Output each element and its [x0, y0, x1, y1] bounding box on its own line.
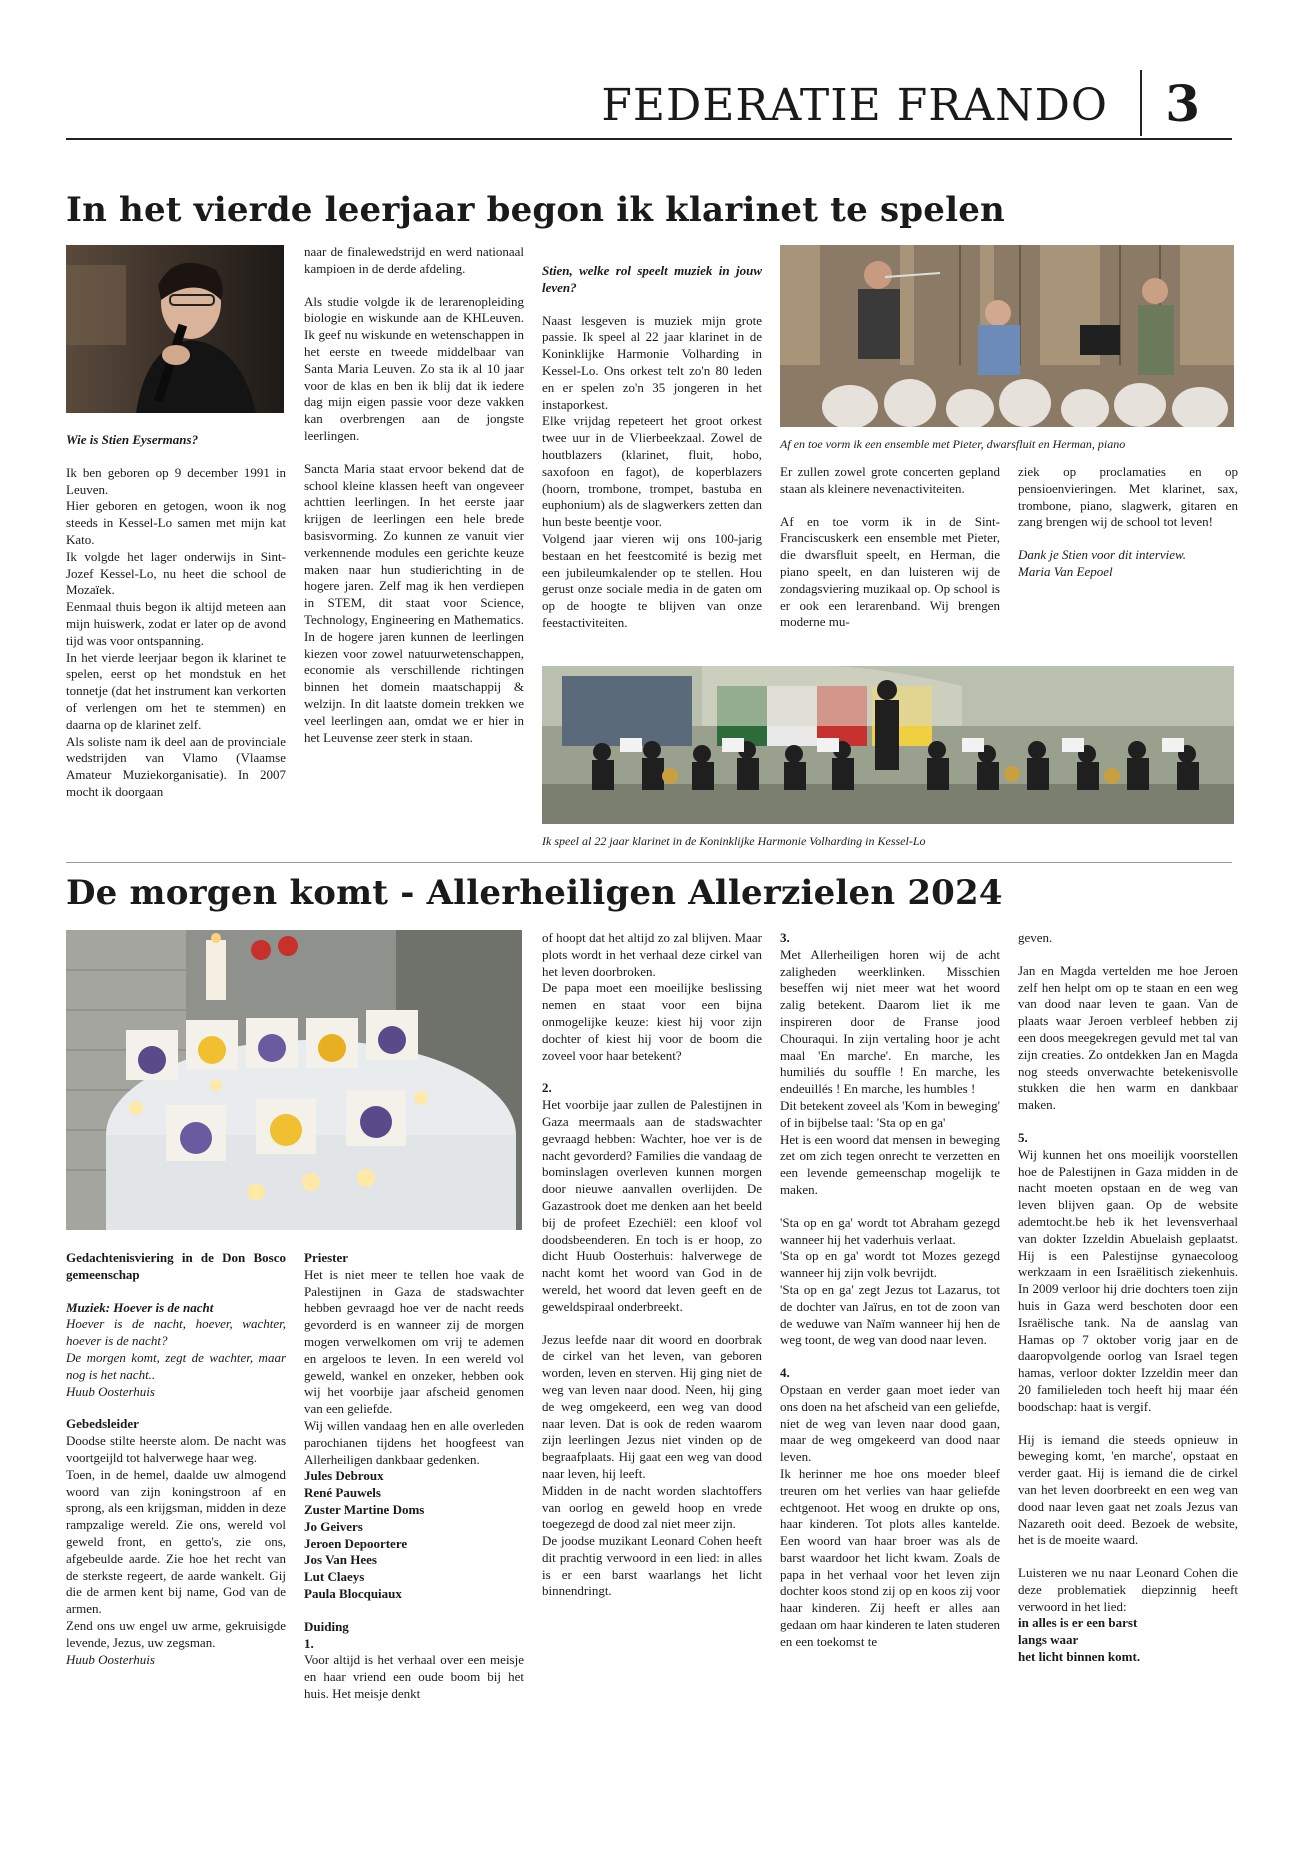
- section-number-5: 5.: [1018, 1129, 1028, 1145]
- orchestra-photo-caption: Ik speel al 22 jaar klarinet in de Koninklijke Harmonie Volharding in Kessel-Lo: [542, 834, 926, 848]
- article1-col4-para2: Af en toe vorm ik in de Sint-Franciscuskerk een ensemble met Pieter, die dwarsfluit speelt, en Herman, die piano speelt, en dan luisteren wij de zondagsviering muzikaal op. Op school is er ook een lerarenband. Wij brengen moderne mu-: [780, 513, 1000, 630]
- article2-headline: De morgen komt - Allerheiligen Allerzielen 2024: [66, 873, 1003, 913]
- section-number-2: 2.: [542, 1080, 552, 1096]
- music-title: Muziek: Hoever is de nacht: [66, 1299, 214, 1315]
- section-number-4: 4.: [780, 1365, 790, 1381]
- article2-column-2: [304, 1250, 524, 1730]
- article2-column-3: [542, 930, 762, 1730]
- article2-column-5: [1018, 930, 1238, 1730]
- article1-headline: In het vierde leerjaar begon ik klarinet te spelen: [66, 190, 1005, 230]
- masthead-divider: [1140, 70, 1142, 136]
- masthead: [66, 68, 1232, 140]
- article2-col5-para1: geven.: [1018, 930, 1053, 945]
- page-number: 3: [1165, 74, 1200, 133]
- article1-col5-para1: ziek op proclamaties en op pensioenvieringen. Met klarinet, sax, trombone, piano, slagwerk, gitaren en zang brengen wij de school tot leven!: [1018, 464, 1238, 530]
- memorial-table-photo: [66, 930, 522, 1230]
- priest-heading: Priester: [304, 1250, 349, 1265]
- article1-col1-text: Ik ben geboren op 9 december 1991 in Leuven. Hier geboren en getogen, woon ik nog steeds in Kessel-Lo samen met mijn kat Kato. Ik volgde het lager onderwijs in Sint-Jozef Kessel-Lo, nu heet die school de Mozaïek. Eenmaal thuis begon ik altijd meteen aan mijn huiswerk, zodat er later op de avond tijd was voor ontspanning. In het vierde leerjaar begon ik klarinet te spelen, eerst op het mondstuk en het tonnetje (dat het instrument kan verkorten of verlengen om het te stemmen) en daarna op de klarinet zelf. Als soliste nam ik deel aan de provinciale wedstrijden van Vlamo (Vlaamse Amateur Muziekorganisatie). In 2007 mocht ik doorgaan: [66, 464, 286, 799]
- article1-col4-para1: Er zullen zowel grote concerten gepland staan als kleinere nevenactiviteiten.: [780, 464, 1000, 496]
- music-lyrics: Hoever is de nacht, hoever, wachter, hoever is de nacht? De morgen komt, zegt de wachter, maar nog is het nacht.. Huub Oosterhuis: [66, 1316, 286, 1399]
- duiding-heading: Duiding: [304, 1618, 349, 1634]
- article2-col5-para3: Wij kunnen het ons moeilijk voorstellen hoe de Palestijnen in Gaza midden in de nacht moeten opstaan en de weg van leven blijven gaan. Op de website ademtocht.be heb ik het levensverhaal van dokter Izzeldin Abuelaish geplaatst. Hij is een Palestijnse gynaecoloog werkzaam in een Israëlitisch ziekenhuis. In 2009 verloor hij drie dochters toen zijn huis in Gaza werd beschoten door een Israëlische tank. Na de aanslag van Hamas op 7 oktober vorig jaar en de daaropvolgende oorlog van Israel tegen hamas, verloor dokter Izzeldin meer dan 20 familieleden toch heeft hij maar één boodschap: haat is vergif.: [1018, 1146, 1238, 1414]
- article1-column-1: [66, 432, 286, 844]
- article1-column-3: [542, 263, 762, 663]
- article2-col5-para5: Luisteren we nu naar Leonard Cohen die deze problematiek diepzinnig heeft verwoord in het lied:: [1018, 1565, 1238, 1614]
- publication-title: FEDERATIE FRANDO: [601, 80, 1108, 131]
- article2-column-1: [66, 1250, 286, 1730]
- article-divider: [66, 862, 1232, 863]
- article1-column-5: [1018, 464, 1238, 664]
- leader-author: Huub Oosterhuis: [66, 1651, 155, 1667]
- portrait-photo: [66, 245, 284, 413]
- article1-column-2: [304, 244, 524, 844]
- article2-col3-para3: Jezus leefde naar dit woord en doorbrak de cirkel van het leven, van geboren worden, leven en sterven. Hij ging niet de weg van leven naar dood. Neen, hij ging de weg omgekeerd, een weg van dood naar leven. Dat is ook de reden waarom zijn leerlingen Jezus niet vinden op de begraafplaats. Hij gaat een weg van dood naar leven, hij leeft. Midden in de nacht worden slachtoffers van oorlog en geweld hoop en vrede toegezegd de dood zal niet meer zijn. De joodse muzikant Leonard Cohen heeft dit prachtig verwoord in een lied: in alles is er een barst waarlangs het licht binnendringt.: [542, 1331, 762, 1599]
- ensemble-photo-caption: Af en toe vorm ik een ensemble met Pieter, dwarsfluit en Herman, piano: [780, 437, 1126, 451]
- ensemble-photo: [780, 245, 1234, 427]
- article2-col4-para3: Opstaan en verder gaan moet ieder van ons doen na het afscheid van een geliefde, niet de weg van leven naar dood gaan, maar de weg omgekeerd van dood naar leven. Ik herinner me hoe ons moeder bleef treuren om het verlies van haar geliefde echtgenoot. Het woog en drukte op ons, haar kinderen. Tot plots alles kantelde. Een woord van haar broer was als de barst waardoor het licht kwam. Zoals de papa in het verhaal voor het leven zijn dochter koos stond zij op en koos zij voor haar kinderen. Zij heeft er alles aan gedaan om haar kinderen te laten studeren en een toekomst te: [780, 1381, 1000, 1649]
- section-number-3: 3.: [780, 930, 790, 945]
- liturgy-heading: Gedachtenisviering in de Don Bosco gemeenschap: [66, 1250, 286, 1282]
- article2-col3-para2: Het voorbije jaar zullen de Palestijnen in Gaza meermaals aan de stadswachter gevraagd hebben: Wachter, hoe ver is de nacht gevorderd? Families die vandaag de bominslagen overleven kunnen morgen door nieuwe aanvallen overlijden. De Gazastrook doet me denken aan het beeld bij de profeet Ezechiël: een kloof vol doodsbeenderen. En toch is er hoop, zo dicht Huub Oosterhuis: halverwege de nacht komt het woord van God in de wereld, het woord dat leven geeft en de geweldspiraal onderbreekt.: [542, 1097, 762, 1314]
- leader-heading: Gebedsleider: [66, 1416, 139, 1432]
- interview-credit: Dank je Stien voor dit interview. Maria Van Eepoel: [1018, 547, 1186, 579]
- orchestra-photo: [542, 666, 1234, 824]
- article2-col4-para1: Met Allerheiligen horen wij de acht zaligheden weerklinken. Misschien beseffen wij niet meer wat het woord zalig betekent. Daarom liet ik me inspireren door de Franse jood Chouraqui. In zijn vertaling hoor je acht maal 'En marche'. En marche, les humiliés du souffle ! En marche, les endeuillés ! En marche, les humbles ! Dit betekent zoveel als 'Kom in beweging' of in bijbelse taal: 'Sta op en ga' Het is een woord dat mensen in beweging zet om zich tegen onrecht te verzetten en een levende gemeenschap mogelijk te maken.: [780, 946, 1000, 1197]
- article2-col4-para2: 'Sta op en ga' wordt tot Abraham gezegd wanneer hij het vaderhuis verlaat. 'Sta op en ga' wordt tot Mozes gezegd wanneer hij zijn volk bevrijdt. 'Sta op en ga' zegt Jezus tot Lazarus, tot de dochter van Jaïrus, en tot de zoon van de weduwe van Naïm wanneer hij hen de weg toont, de weg van dood naar leven.: [780, 1214, 1000, 1348]
- interview-question-1: Wie is Stien Eysermans?: [66, 432, 199, 447]
- article1-col2-para3: Sancta Maria staat ervoor bekend dat de school kleine klassen heeft van ongeveer achttien leerlingen. In het eerste jaar krijgen de leerlingen een hele brede basisvorming. Zo kunnen ze vanuit vier verkennende modules een gerichte keuze maken naar hun studierichting in de hogere jaren. Zelf mag ik hen verdiepen in STEM, dit staat voor Science, Technology, Engineering en Mathematics. In de hogere jaren kunnen de leerlingen kiezen voor zowel natuurwetenschappen, economie als verschillende richtingen binnen het domein maatschappij & welzijn. In dit laatste domein trekken we veel leerlingen aan, omdat we er hier in het Leuvense zeer sterk in staan.: [304, 460, 524, 745]
- article2-column-4: [780, 930, 1000, 1730]
- article2-col5-para4: Hij is iemand die steeds opnieuw in beweging komt, 'en marche', opstaat en verder gaat. Hij is iemand die de cirkel van het leven doorbreekt en een weg van dood naar leven gaat net zoals Jezus van Nazareth ooit deed. Bezoek de website, het is de moeite waard.: [1018, 1431, 1238, 1548]
- song-lyrics: in alles is er een barst langs waar het licht binnen komt.: [1018, 1615, 1141, 1665]
- leader-text: Doodse stilte heerste alom. De nacht was voortgeijld tot halverwege haar weg. Toen, in de hemel, daalde uw almogend woord van zijn koningstroon af en sprong, als een krijgsman, midden in deze rampzalige wereld. Zie ons, wereld vol geweld front, en getto's, zie ons, afgebeulde aarde. Zie hoe het recht van de sterkste regeert, de aarde wankelt. Gij die de armen kent bij name, God van de armen. Zend ons uw engel uw arme, gekruisigde levende, Jezus, uw zegsman.: [66, 1433, 286, 1650]
- deceased-names: Jules Debroux René Pauwels Zuster Martine Doms Jo Geivers Jeroen Depoortere Jos Van Hees Lut Claeys Paula Blocquiaux: [304, 1468, 425, 1601]
- duiding-number-1: 1.: [304, 1635, 314, 1651]
- priest-text: Het is niet meer te tellen hoe vaak de Palestijnen in Gaza de stadswachter hebben gevraagd hoe ver de nacht reeds gevorderd is en wanneer zij de morgen mogen verwelkomen om vrij te ademen en argeloos te leven. In een wereld vol geweld, wankel en onzeker, hebben ook wij het voorbije jaar afscheid genomen van een geliefde. Wij willen vandaag hen en alle overleden parochianen tijdens het hoogfeest van Allerheiligen dankbaar gedenken.: [304, 1266, 524, 1467]
- article1-col3-text: Naast lesgeven is muziek mijn grote passie. Ik speel al 22 jaar klarinet in de Koninklijke Harmonie Volharding in Kessel-Lo. Ons orkest telt zo'n 80 leden en er spelen zo'n 35 jongeren in het instaporkest. Elke vrijdag repeteert het groot orkest twee uur in de Vlierbeekzaal. Zowel de houtblazers (klarinet, fluit, hobo, saxofoon en fagot), de koperblazers (hoorn, trombone, trompet, bastuba en euphonium) als de slagwerkers zetten dan hun beste beentje voor. Volgend jaar vieren wij ons 100-jarig bestaan en het feestcomité is bezig met een jubileumkalender op te stellen. Hou gerust onze sociale media in de gaten om op de hoogte te blijven van onze feestactiviteiten.: [542, 312, 762, 630]
- article2-col5-para2: Jan en Magda vertelden me hoe Jeroen zelf hen helpt om op te staan en een weg van dood naar leven te gaan. Van de plaats waar Jeroen verbleef hebben zij een doos meegekregen gevuld met tal van zijn creaties. Zo ontdekken Jan en Magda nog steeds onverwachte betekenisvolle stukken die hen warm en dankbaar maken.: [1018, 962, 1238, 1113]
- article2-col3-para1: of hoopt dat het altijd zo zal blijven. Maar plots wordt in het verhaal deze cirkel van het leven doorbroken. De papa moet een moeilijke beslissing nemen en staat voor een bijna onmogelijke keuze: kiest hij voor zijn dochter of kiest hij voor de boom die zoveel voor haar betekent?: [542, 930, 762, 1063]
- interview-question-2: Stien, welke rol speelt muziek in jouw leven?: [542, 263, 762, 295]
- article1-col2-para2: Als studie volgde ik de lerarenopleiding biologie en wiskunde aan de KHLeuven. Ik geef nu wiskunde en wetenschappen in het eerste en tweede middelbaar van Santa Maria Leuven. Zo sta ik al 10 jaar voor de klas en ben ik blij dat ik iedere dag mijn eigen passie voor deze vakken kan overbrengen aan de jongste leerlingen.: [304, 293, 524, 443]
- duiding-text-1: Voor altijd is het verhaal over een meisje en haar vriend een oude boom bij het huis. Het meisje denkt: [304, 1652, 524, 1701]
- article1-col2-para1: naar de finalewedstrijd en werd nationaal kampioen in de derde afdeling.: [304, 244, 524, 276]
- article1-column-4: [780, 464, 1000, 664]
